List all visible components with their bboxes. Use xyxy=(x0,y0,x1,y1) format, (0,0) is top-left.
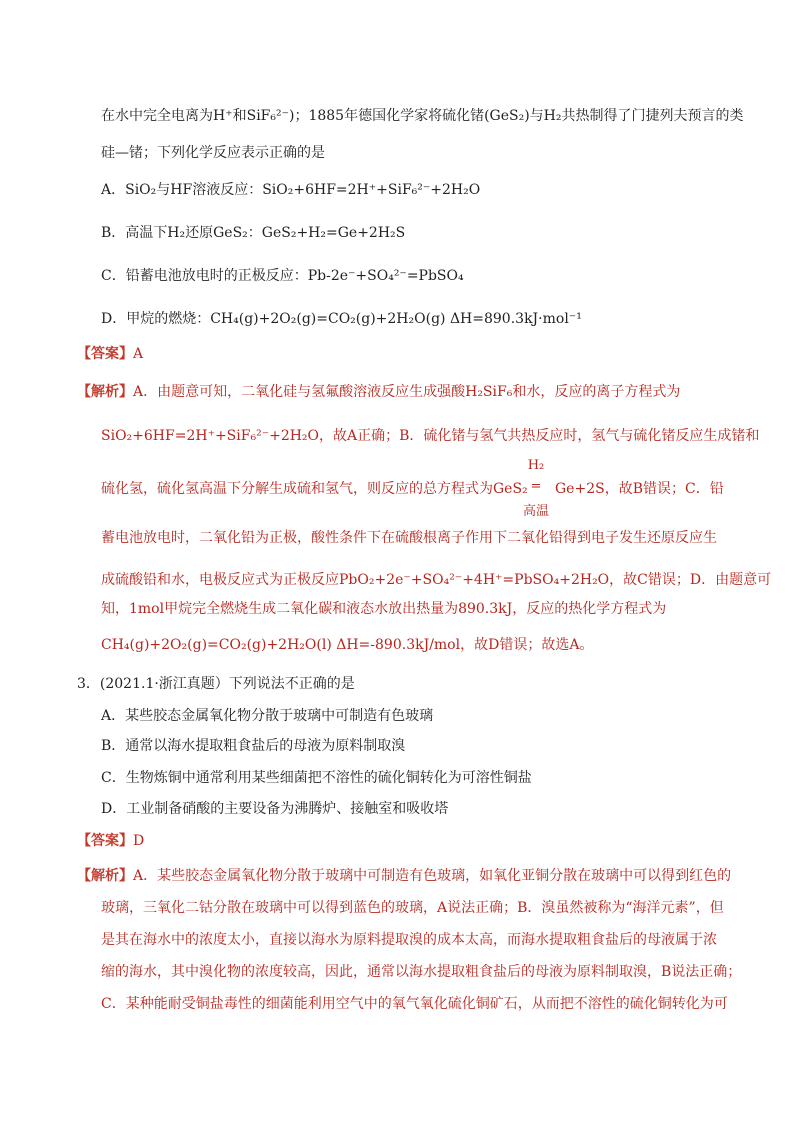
analysis-text: A．由题意可知，二氧化硅与氢氟酸溶液反应生成强酸H₂SiF₆和水，反应的离子方程式为 xyxy=(133,384,681,400)
analysis-text: A．某些胶态金属氧化物分散于玻璃中可制造有色玻璃，如氧化亚铜分散在玻璃中可以得到红色的 xyxy=(133,868,732,884)
q2-option-b: B．高温下H₂还原GeS₂：GeS₂+H₂=Ge+2H₂S xyxy=(101,225,406,241)
q2-analysis-line4: 蓄电池放电时，二氧化铅为正极，酸性条件下在硫酸根离子作用下二氧化铅得到电子发生还原反应生 xyxy=(101,530,717,546)
q2-option-c: C．铅蓄电池放电时的正极反应：Pb-2e⁻+SO₄²⁻=PbSO₄ xyxy=(101,268,464,284)
q3-option-d: D．工业制备硝酸的主要设备为沸腾炉、接触室和吸收塔 xyxy=(101,801,449,817)
q2-stem-line1: 在水中完全电离为H⁺和SiF₆²⁻)；1885年德国化学家将硫化锗(GeS₂)与H₂共热制得了门捷列夫预言的类 xyxy=(101,108,744,124)
reaction-condition-below: 高温 xyxy=(522,504,549,519)
q3-analysis-line2: 玻璃，三氧化二钴分散在玻璃中可以得到蓝色的玻璃，A说法正确；B．溴虽然被称为“海洋元素”，但 xyxy=(101,900,724,916)
q2-option-d: D．甲烷的燃烧：CH₄(g)+2O₂(g)=CO₂(g)+2H₂O(g) ΔH=890.3kJ·mol⁻¹ xyxy=(101,311,582,327)
q2-answer xyxy=(77,344,143,364)
answer-value: D xyxy=(133,833,145,849)
q3-analysis-line3: 是其在海水中的浓度太小，直接以海水为原料提取溴的成本太高，而海水提取粗食盐后的母液属于浓 xyxy=(101,932,717,948)
analysis-label: 【解析】 xyxy=(77,384,133,400)
q2-stem-line2: 硅—锗；下列化学反应表示正确的是 xyxy=(101,145,325,161)
q3-analysis-line1 xyxy=(77,866,731,886)
q3-option-b: B．通常以海水提取粗食盐后的母液为原料制取溴 xyxy=(101,738,406,754)
q3-stem: 3．(2021.1·浙江真题）下列说法不正确的是 xyxy=(77,676,355,692)
q3-option-c: C．生物炼铜中通常利用某些细菌把不溶性的硫化铜转化为可溶性铜盐 xyxy=(101,770,532,786)
q3-analysis-line4: 缩的海水，其中溴化物的浓度较高，因此，通常以海水提取粗食盐后的母液为原料制取溴，B说法正确； xyxy=(101,964,742,980)
reaction-condition-above: H₂ xyxy=(527,458,545,473)
q2-analysis-line5: 成硫酸铅和水，电极反应式为正极反应PbO₂+2e⁻+SO₄²⁻+4H⁺=PbSO₄+2H₂O，故C错误；D．由题意可 xyxy=(101,572,772,588)
q2-analysis-line3b: Ge+2S，故B错误；C．铅 xyxy=(555,481,724,497)
q2-analysis-line6: 知，1mol甲烷完全燃烧生成二氧化碳和液态水放出热量为890.3kJ，反应的热化学方程式为 xyxy=(101,601,667,617)
answer-label: 【答案】 xyxy=(77,346,133,362)
reaction-equals-sign: = xyxy=(530,479,542,494)
q3-answer xyxy=(77,831,144,851)
answer-value: A xyxy=(133,346,144,362)
analysis-label: 【解析】 xyxy=(77,868,133,884)
q2-analysis-line1 xyxy=(77,382,680,402)
q2-analysis-line7: CH₄(g)+2O₂(g)=CO₂(g)+2H₂O(l) ΔH=-890.3kJ/mol，故D错误；故选A。 xyxy=(101,637,594,653)
q3-option-a: A．某些胶态金属氧化物分散于玻璃中可制造有色玻璃 xyxy=(101,708,434,724)
answer-label: 【答案】 xyxy=(77,833,133,849)
q2-option-a: A．SiO₂与HF溶液反应：SiO₂+6HF=2H⁺+SiF₆²⁻+2H₂O xyxy=(101,182,481,198)
q2-analysis-line3a: 硫化氢，硫化氢高温下分解生成硫和氢气，则反应的总方程式为GeS₂ xyxy=(101,481,528,497)
q2-analysis-line2: SiO₂+6HF=2H⁺+SiF₆²⁻+2H₂O，故A正确；B．硫化锗与氢气共热反应时，氢气与硫化锗反应生成锗和 xyxy=(101,428,760,444)
q3-analysis-line5: C．某种能耐受铜盐毒性的细菌能利用空气中的氧气氧化硫化铜矿石，从而把不溶性的硫化铜转化为可 xyxy=(101,996,728,1012)
